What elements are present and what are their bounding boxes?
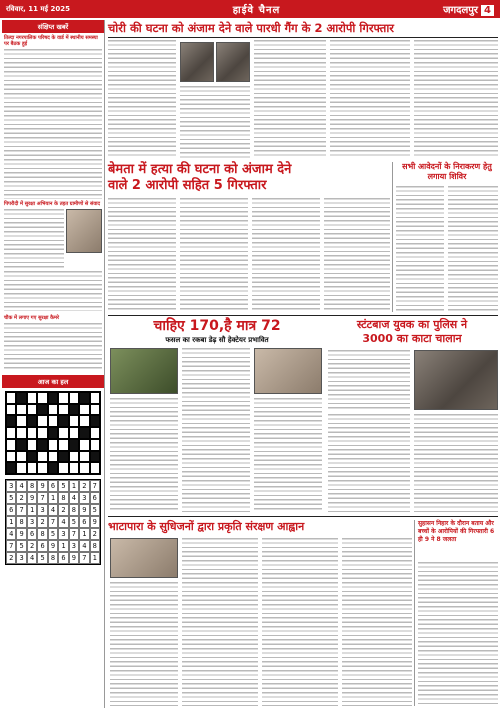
traffic-headline-line-1: स्टंटबाज युवक का पुलिस ने: [356, 318, 468, 331]
sudoku-cell: 2: [16, 492, 26, 504]
bottom-story-col-1: [110, 582, 178, 706]
sudoku-cell: 4: [27, 552, 37, 564]
field-photo-1: [110, 348, 178, 394]
sudoku-cell: 9: [27, 492, 37, 504]
wide-story-col-2: [182, 348, 250, 512]
sudoku-cell: 1: [6, 516, 16, 528]
brief-photo: [66, 209, 102, 253]
sudoku-cell: 1: [58, 540, 68, 552]
main-headline-line-2: वाले 2 आरोपी सहित 5 गिरफ्तार: [108, 178, 267, 193]
sudoku-cell: 2: [37, 516, 47, 528]
divider: [108, 315, 498, 316]
sudoku-cell: 9: [69, 552, 79, 564]
sudoku-cell: 5: [69, 516, 79, 528]
sudoku-cell: 8: [48, 552, 58, 564]
bottom-story-col-3: [262, 538, 338, 706]
right-headline: सभी आवेदनों के निराकरण हेतु लगाया शिविर: [402, 162, 492, 181]
sudoku-cell: 8: [37, 528, 47, 540]
sudoku-cell: 7: [6, 540, 16, 552]
sudoku-cell: 1: [90, 552, 100, 564]
main-headline-line-1: बेमता में हत्या की घटना को अंजाम देने: [108, 162, 292, 177]
sudoku-cell: 5: [90, 504, 100, 516]
sudoku-cell: 4: [16, 480, 26, 492]
main-story-col-1: [108, 198, 176, 312]
traffic-headline-line-2: 3000 का काटा चालान: [362, 332, 462, 345]
bottom-story-col-4: [342, 538, 412, 706]
sudoku-cell: 5: [6, 492, 16, 504]
wide-headline-line-2: फसल का रकबा डेढ़ सौ हेक्टेयर प्रभावित: [165, 336, 269, 344]
top-story-col-4: [330, 40, 410, 158]
sudoku-cell: 6: [90, 492, 100, 504]
accused-photo-2: [216, 42, 250, 82]
wide-headline-line-1: चाहिए 170,है मात्र 72: [153, 318, 281, 334]
bottom-right-headline: सुहासन निहार के दौरान बताय और बच्चों के आरोपियों की गिरफ्तारी 6 ही 9 ने 8 जलता: [418, 520, 495, 543]
sudoku-grid: [5, 479, 101, 565]
masthead-brand: हाईवे चैनल: [232, 5, 281, 16]
sudoku-cell: 2: [27, 540, 37, 552]
top-story-col-2: [180, 86, 250, 158]
sudoku-cell: 8: [69, 504, 79, 516]
right-column-divider: [392, 162, 393, 312]
brief-body-2b: [4, 271, 102, 311]
sudoku-cell: 9: [37, 480, 47, 492]
puzzle-title: आज का हल: [2, 375, 104, 388]
main-story-col-4: [324, 198, 390, 312]
right-story-col-2: [448, 186, 498, 312]
edition-date: रविवार, 11 मई 2025: [6, 4, 70, 13]
traffic-story-col-2: [328, 414, 410, 512]
sudoku-cell: 3: [27, 516, 37, 528]
sudoku-cell: 8: [58, 492, 68, 504]
sudoku-cell: 1: [48, 492, 58, 504]
sudoku-cell: 7: [69, 528, 79, 540]
page-header: [0, 0, 500, 18]
top-story-col-1: [108, 40, 176, 158]
traffic-story-col-1: [328, 350, 410, 410]
main-story-col-2: [180, 198, 248, 312]
sudoku-cell: 2: [6, 552, 16, 564]
sudoku-cell: 8: [27, 480, 37, 492]
bottom-right-divider: [414, 520, 415, 706]
sudoku-cell: 1: [27, 504, 37, 516]
page-number: 4: [481, 5, 494, 16]
bottom-story-col-2: [182, 538, 258, 706]
field-photo-2: [254, 348, 322, 394]
traffic-photo: [414, 350, 498, 410]
sudoku-cell: 2: [79, 480, 89, 492]
edition-city: जगदलपुर 4: [443, 2, 494, 16]
sudoku-cell: 4: [69, 492, 79, 504]
top-story-col-3: [254, 40, 326, 158]
sudoku-cell: 8: [16, 516, 26, 528]
sudoku-cell: 6: [58, 552, 68, 564]
bottom-headline: भाटापारा के सुधिजनों द्वारा प्रकृति संरक्षण आह्वान: [108, 520, 305, 533]
sudoku-cell: 2: [58, 504, 68, 516]
sudoku-cell: 8: [90, 540, 100, 552]
sudoku-cell: 4: [48, 504, 58, 516]
sudoku-cell: 6: [79, 516, 89, 528]
sidebar-title: संक्षिप्त खबरें: [2, 20, 104, 33]
sudoku-cell: 3: [69, 540, 79, 552]
accused-photo-1: [180, 42, 214, 82]
brief-headline-1: तिल्दा नगरपालिक परिषद के वार्ड में स्थानीय समस्या पर बैठक हुई: [4, 35, 98, 47]
sudoku-cell: 2: [90, 528, 100, 540]
wide-story-col-1: [110, 398, 178, 512]
divider: [108, 516, 498, 517]
sudoku-cell: 1: [79, 528, 89, 540]
crossword-grid: [5, 391, 101, 475]
sudoku-cell: 5: [37, 552, 47, 564]
sudoku-cell: 1: [69, 480, 79, 492]
sudoku-cell: 6: [6, 504, 16, 516]
brief-body-1: [4, 49, 102, 199]
sudoku-cell: 3: [6, 480, 16, 492]
traffic-story-col-3: [414, 414, 498, 512]
sidebar: [2, 20, 105, 708]
sudoku-cell: 9: [16, 528, 26, 540]
right-story-col-1: [396, 186, 444, 312]
sudoku-cell: 7: [79, 552, 89, 564]
bottom-right-story-col: [418, 562, 498, 706]
sudoku-cell: 5: [48, 528, 58, 540]
sudoku-cell: 3: [79, 492, 89, 504]
sudoku-cell: 3: [58, 528, 68, 540]
main-story-col-3: [252, 198, 320, 312]
sudoku-cell: 4: [79, 540, 89, 552]
top-story-col-5: [414, 40, 498, 158]
sudoku-cell: 9: [90, 516, 100, 528]
top-headline: चोरी की घटना को अंजाम देने वाले पारधी गैंग के 2 आरोपी गिरफ्तार: [108, 21, 394, 35]
sudoku-cell: 6: [37, 540, 47, 552]
sudoku-cell: 9: [79, 504, 89, 516]
sudoku-cell: 4: [6, 528, 16, 540]
brief-headline-3: चौक में लगाए गए सुरक्षा कैमरे: [4, 315, 60, 321]
sudoku-cell: 7: [90, 480, 100, 492]
divider: [108, 37, 498, 38]
sudoku-cell: 9: [48, 540, 58, 552]
sudoku-cell: 3: [16, 552, 26, 564]
brief-headline-2: पिपरौदी में सुरक्षा अभियान के तहत ग्रामीणों से संवाद: [4, 201, 101, 207]
sudoku-cell: 5: [16, 540, 26, 552]
sudoku-cell: 6: [48, 480, 58, 492]
sudoku-cell: 6: [27, 528, 37, 540]
bottom-photo: [110, 538, 178, 578]
wide-story-col-3: [254, 398, 322, 512]
sudoku-cell: 5: [58, 480, 68, 492]
brief-body-2: [4, 209, 64, 269]
brief-body-3: [4, 323, 102, 371]
sudoku-cell: 3: [37, 504, 47, 516]
sudoku-cell: 7: [16, 504, 26, 516]
sudoku-cell: 4: [58, 516, 68, 528]
sudoku-cell: 7: [37, 492, 47, 504]
sudoku-cell: 7: [48, 516, 58, 528]
